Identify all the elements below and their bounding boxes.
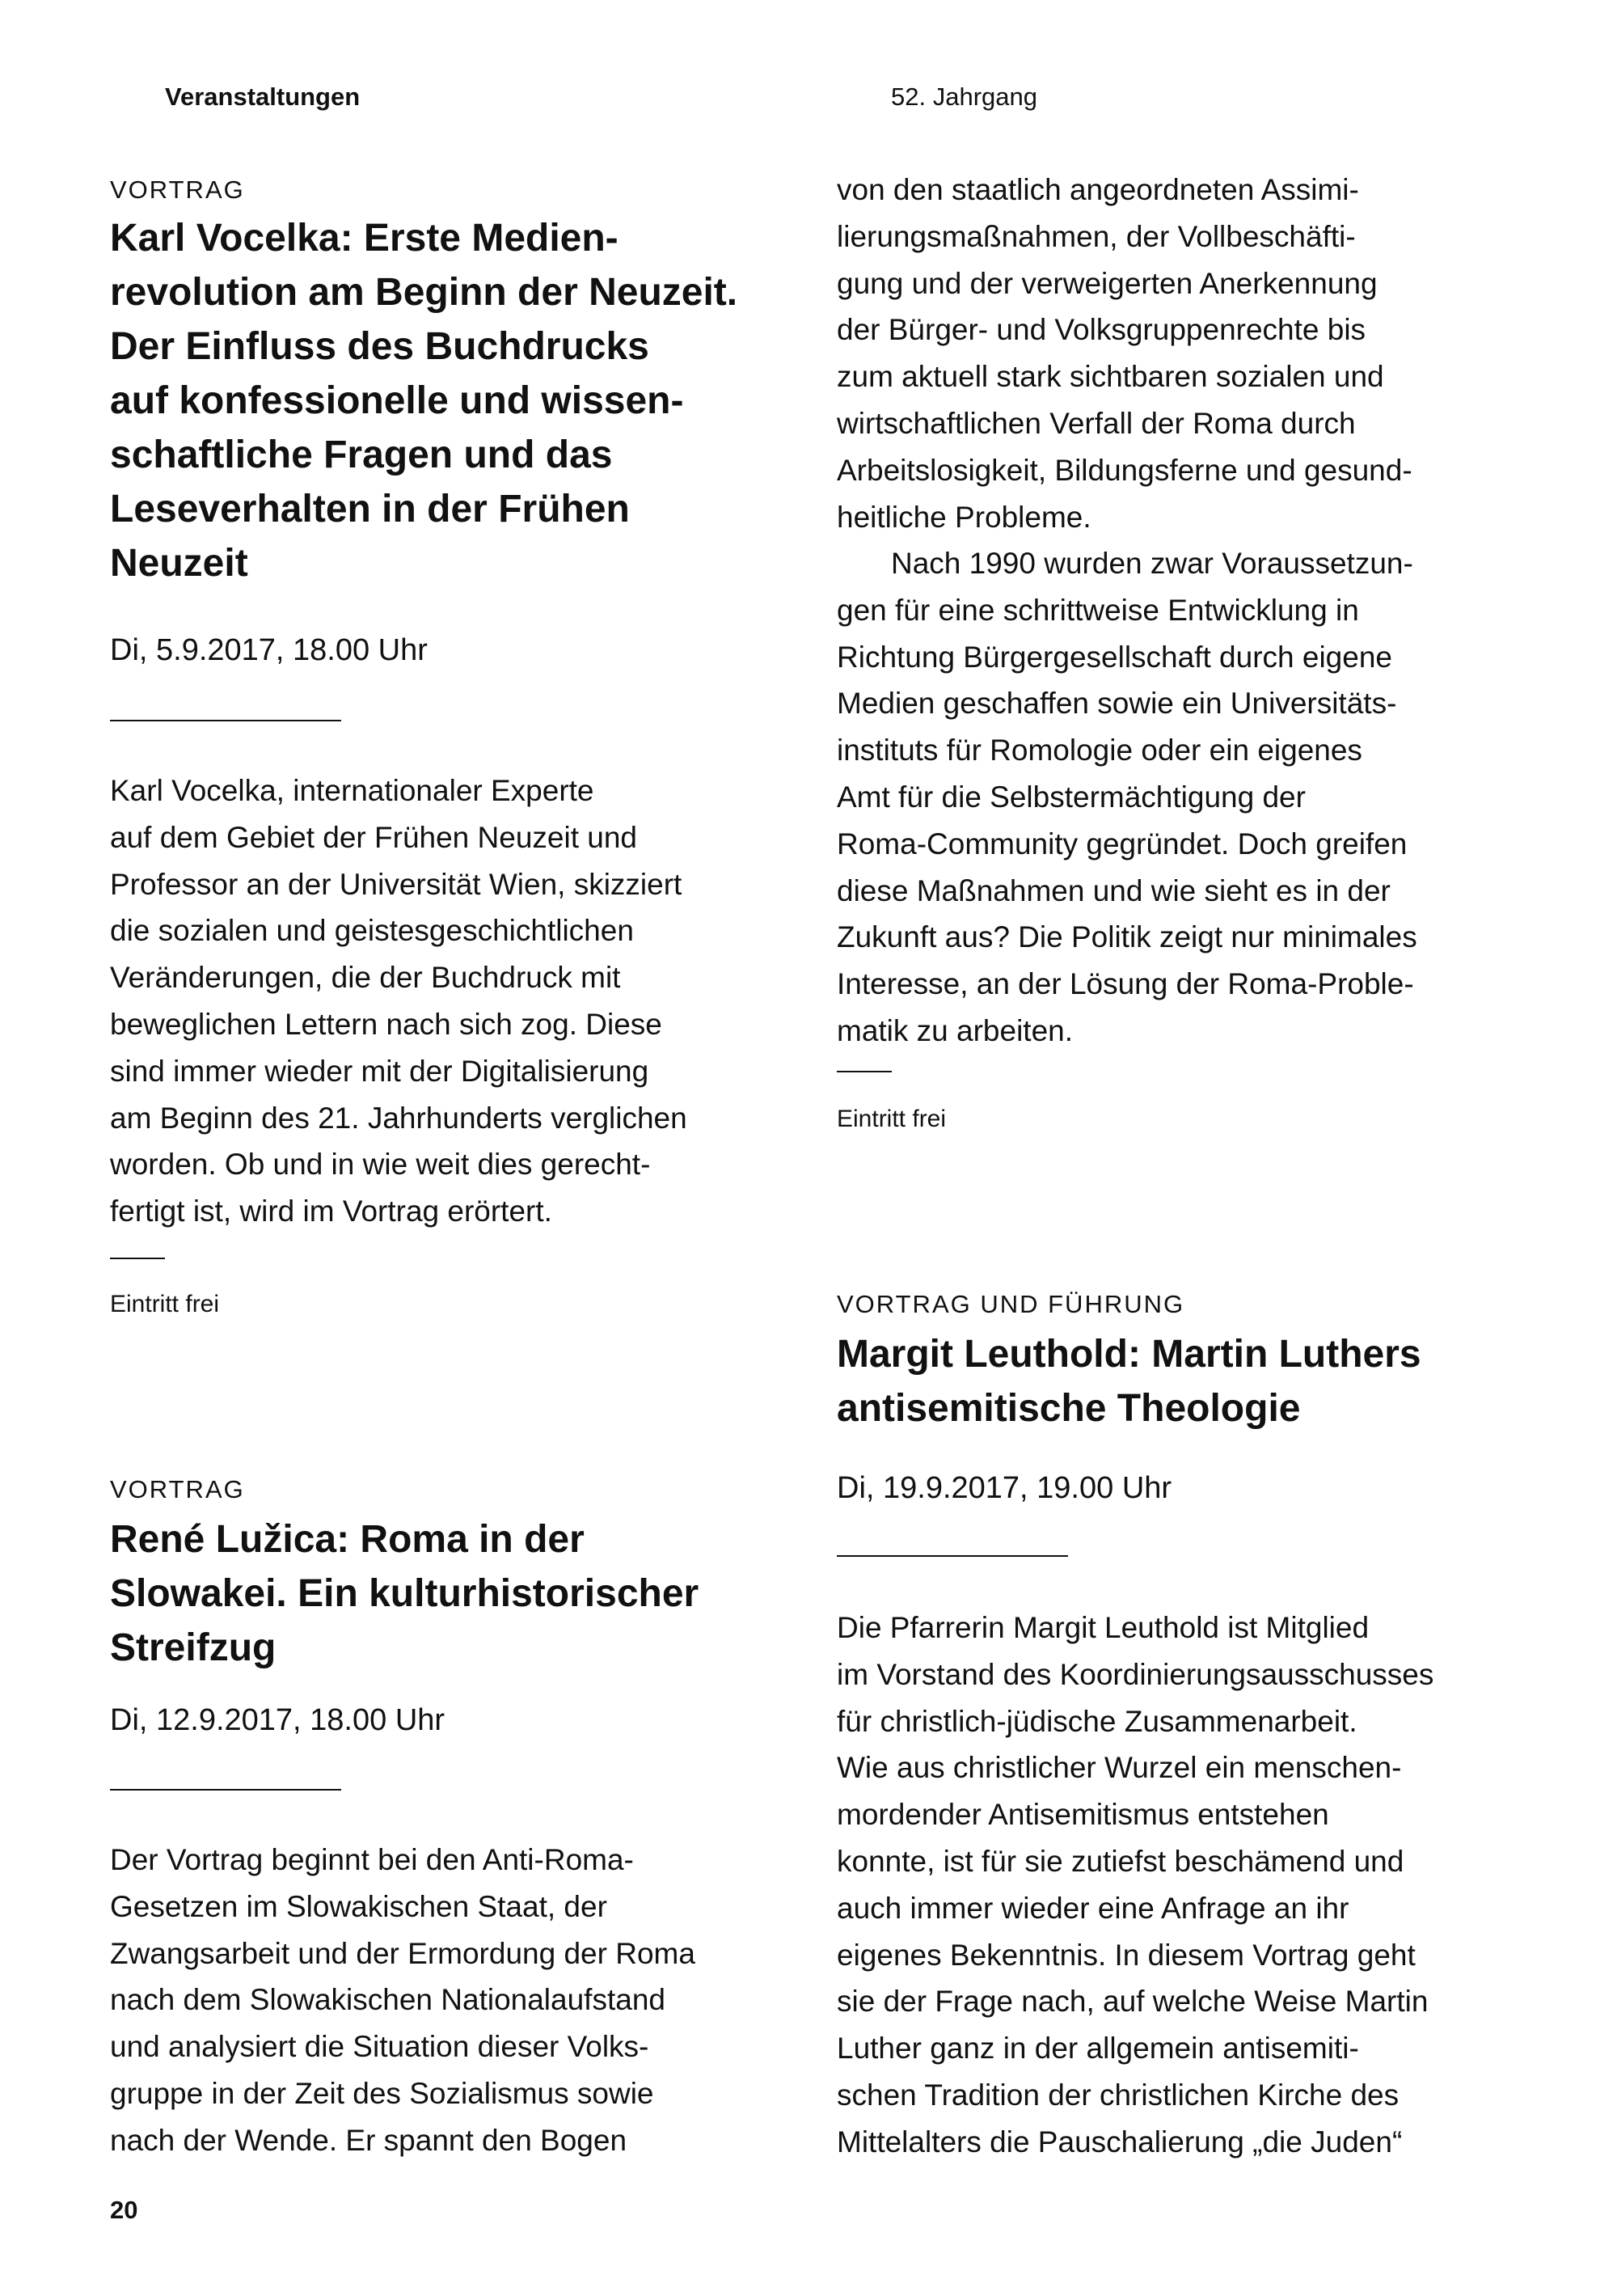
text-line: Luther ganz in der allgemein antisemiti- — [837, 2032, 1359, 2066]
text-line: schen Tradition der christlichen Kirche des — [837, 2078, 1400, 2112]
text-line: auf dem Gebiet der Frühen Neuzeit und — [110, 820, 637, 854]
text-line: Margit Leuthold: Martin Luthers — [837, 1333, 1421, 1376]
admission-note: Eintritt frei — [110, 1291, 220, 1317]
text-line: Zwangsarbeit und der Ermordung der Roma — [110, 1936, 695, 1970]
text-line: Slowakei. Ein kulturhistorischer — [110, 1572, 699, 1615]
text-line: konnte, ist für sie zutiefst beschämend und — [837, 1844, 1404, 1878]
text-line: am Beginn des 21. Jahrhunderts verglichen — [110, 1101, 687, 1135]
event-title — [837, 1327, 1421, 1436]
event-category: VORTRAG — [110, 1475, 245, 1503]
text-line: und analysiert die Situation dieser Volks- — [110, 2030, 649, 2064]
event-date: Di, 19.9.2017, 19.00 Uhr — [837, 1471, 1172, 1505]
text-line: im Vorstand des Koordinierungsausschusses — [837, 1657, 1434, 1691]
text-line: Veränderungen, die der Buchdruck mit — [110, 961, 621, 995]
text-line: für christlich-jüdische Zusammenarbeit. — [837, 1704, 1357, 1738]
text-line: Gesetzen im Slowakischen Staat, der — [110, 1889, 607, 1923]
text-line: nach der Wende. Er spannt den Bogen — [110, 2123, 627, 2157]
text-line: gruppe in der Zeit des Sozialismus sowie — [110, 2076, 654, 2110]
event-date: Di, 5.9.2017, 18.00 Uhr — [110, 633, 428, 667]
text-line: der Bürger- und Volksgruppenrechte bis — [837, 313, 1366, 347]
text-line: Neuzeit — [110, 542, 248, 585]
text-line: auf konfessionelle und wissen- — [110, 379, 684, 422]
text-line: die sozialen und geistesgeschichtlichen — [110, 914, 634, 948]
text-line: worden. Ob und in wie weit dies gerecht- — [110, 1148, 651, 1182]
text-line: matik zu arbeiten. — [837, 1013, 1074, 1047]
text-line: antisemitische Theologie — [837, 1387, 1301, 1430]
text-line: Der Vortrag beginnt bei den Anti-Roma- — [110, 1843, 634, 1876]
text-line: lierungsmaßnahmen, der Vollbeschäfti- — [837, 219, 1356, 253]
event-category: VORTRAG UND FÜHRUNG — [837, 1290, 1185, 1318]
text-line: mordender Antisemitismus entstehen — [837, 1798, 1329, 1832]
event-category: VORTRAG — [110, 175, 245, 204]
event-description-continued — [837, 167, 1412, 540]
text-line: Wie aus christlicher Wurzel ein menschen- — [837, 1751, 1402, 1785]
divider — [837, 1555, 1068, 1557]
text-line: Karl Vocelka: Erste Medien- — [110, 217, 619, 260]
text-line: Interesse, an der Lösung der Roma-Proble- — [837, 967, 1414, 1001]
admission-note: Eintritt frei — [837, 1106, 947, 1132]
text-line: beweglichen Lettern nach sich zog. Diese — [110, 1007, 662, 1041]
running-header-volume: 52. Jahrgang — [891, 82, 1037, 111]
text-line: Amt für die Selbstermächtigung der — [837, 780, 1306, 814]
event-description-paragraph-2 — [837, 540, 1417, 1055]
text-line: Der Einfluss des Buchdrucks — [110, 325, 649, 368]
text-line: René Lužica: Roma in der — [110, 1518, 585, 1561]
short-divider — [110, 1258, 165, 1259]
text-line: wirtschaftlichen Verfall der Roma durch — [837, 406, 1356, 440]
text-line: schaftliche Fragen und das — [110, 433, 613, 476]
text-line: heitliche Probleme. — [837, 500, 1091, 534]
text-line: gen für eine schrittweise Entwicklung in — [837, 593, 1359, 627]
short-divider — [837, 1071, 892, 1072]
event-description — [110, 1837, 695, 2164]
text-line: Arbeitslosigkeit, Bildungsferne und gesund- — [837, 453, 1412, 487]
text-line: sie der Frage nach, auf welche Weise Martin — [837, 1985, 1429, 2019]
event-title — [110, 1512, 699, 1675]
event-description — [837, 1605, 1433, 2166]
text-line: Nach 1990 wurden zwar Voraussetzun- — [891, 547, 1413, 580]
text-line: zum aktuell stark sichtbaren sozialen und — [837, 360, 1384, 394]
event-title — [110, 211, 737, 590]
text-line: diese Maßnahmen und wie sieht es in der — [837, 873, 1391, 907]
text-line: Medien geschaffen sowie ein Universitäts- — [837, 687, 1397, 721]
divider — [110, 720, 341, 721]
text-line: Mittelalters die Pauschalierung „die Juden“ — [837, 2125, 1403, 2159]
text-line: sind immer wieder mit der Digitalisierung — [110, 1054, 649, 1088]
page-number: 20 — [110, 2196, 138, 2224]
text-line: gung und der verweigerten Anerkennung — [837, 266, 1378, 300]
text-line: Die Pfarrerin Margit Leuthold ist Mitglied — [837, 1611, 1370, 1644]
text-line: auch immer wieder eine Anfrage an ihr — [837, 1891, 1349, 1925]
text-line: fertigt ist, wird im Vortrag erörtert. — [110, 1195, 552, 1228]
text-line: instituts für Romologie oder ein eigenes — [837, 734, 1362, 767]
event-description — [110, 767, 687, 1235]
text-line: Zukunft aus? Die Politik zeigt nur minimales — [837, 920, 1417, 954]
text-line: Karl Vocelka, internationaler Experte — [110, 774, 594, 807]
divider — [110, 1789, 341, 1791]
text-line: Richtung Bürgergesellschaft durch eigene — [837, 640, 1392, 674]
text-line: eigenes Bekenntnis. In diesem Vortrag geht — [837, 1938, 1416, 1972]
text-line: Streifzug — [110, 1626, 277, 1669]
text-line: revolution am Beginn der Neuzeit. — [110, 271, 738, 314]
text-line: nach dem Slowakischen Nationalaufstand — [110, 1983, 665, 2017]
text-line: von den staatlich angeordneten Assimi- — [837, 173, 1359, 206]
text-line: Professor an der Universität Wien, skizziert — [110, 867, 682, 901]
text-line: Roma-Community gegründet. Doch greifen — [837, 827, 1408, 860]
event-date: Di, 12.9.2017, 18.00 Uhr — [110, 1703, 445, 1737]
running-header-section: Veranstaltungen — [165, 82, 361, 111]
text-line: Leseverhalten in der Frühen — [110, 488, 630, 531]
